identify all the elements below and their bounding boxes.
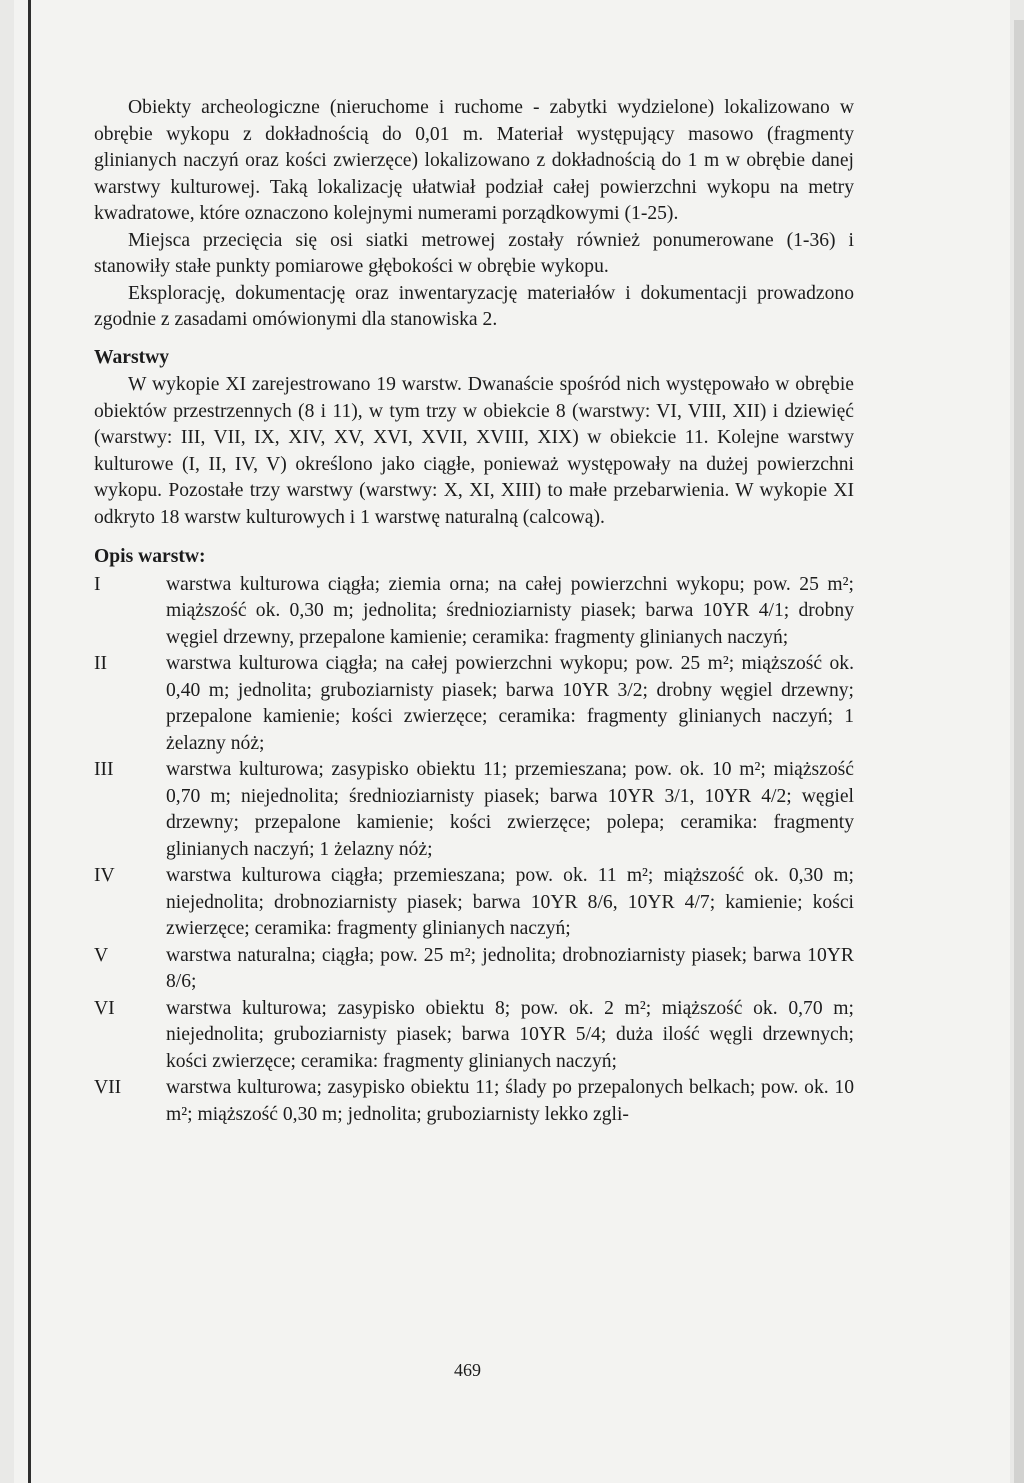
layer-description: warstwa kulturowa ciągła; ziemia orna; na całej powierzchni wykopu; pow. 25 m²; miąższość ok. 0,30 m; jednolita; średnioziarnisty piasek; barwa 10YR 4/1; drobny węgiel drzewny, przepalone kamienie; ceramika: fragmenty glinianych naczyń; <box>166 573 854 648</box>
layer-description: warstwa kulturowa ciągła; na całej powierzchni wykopu; pow. 25 m²; miąższość ok. 0,40 m; jednolita; gruboziarnisty piasek; barwa 10YR 3/2; drobny węgiel drzewny; przepalone kamienie; kości zwierzęce; ceramika: fragmenty glinianych naczyń; 1 żelazny nóż; <box>166 653 854 754</box>
section-heading-opis: Opis warstw: <box>94 546 206 567</box>
layer-number: IV <box>94 865 115 886</box>
section-heading-warstwy: Warstwy <box>94 346 170 368</box>
layer-number: I <box>94 573 101 595</box>
layer-entry <box>94 757 854 863</box>
layer-number: V <box>94 944 109 966</box>
page-body <box>94 95 854 1128</box>
page-edge-shadow <box>1014 20 1024 1483</box>
layer-entry <box>94 651 854 757</box>
binding-edge <box>28 0 31 1483</box>
layer-entry <box>94 996 854 1076</box>
intro-paragraph-3: Eksplorację, dokumentację oraz inwentaryzację materiałów i dokumentacji prowadzono zgodnie z zasadami omówionymi dla stanowiska 2. <box>94 282 854 330</box>
page-number: 469 <box>454 1360 481 1380</box>
layer-entry <box>94 1075 854 1128</box>
intro-paragraph-2: Miejsca przecięcia się osi siatki metrowej zostały również ponumerowane (1-36) i stanowiły stałe punkty pomiarowe głębokości w obrębie wykopu. <box>94 229 854 277</box>
layer-description: warstwa kulturowa ciągła; przemieszana; pow. ok. 11 m²; miąższość ok. 0,30 m; niejednolita; drobnoziarnisty piasek; barwa 10YR 8/6, 10YR 4/7; kamienie; kości zwierzęce; ceramika: fragmenty glinianych naczyń; <box>166 865 854 939</box>
warstwy-paragraph: W wykopie XI zarejestrowano 19 warstw. Dwanaście spośród nich występowało w obrębie obiektów przestrzennych (8 i 11), w tym trzy w obiekcie 8 (warstwy: VI, VIII, XII) i dziewięć (warstwy: III, VII, IX, XIV, XV, XVI, XVII, XVIII, XIX) w obiekcie 11. Kolejne warstwy kulturowe (I, II, IV, V) określono jako ciągłe, ponieważ występowały na dużej powierzchni wykopu. Pozostałe trzy warstwy (warstwy: X, XI, XIII) to małe przebarwienia. W wykopie XI odkryto 18 warstw kulturowych i 1 warstwę naturalną (calcową). <box>94 374 854 528</box>
layer-list <box>94 572 854 1129</box>
layer-description: warstwa kulturowa; zasypisko obiektu 8; pow. ok. 2 m²; miąższość ok. 0,70 m; niejednolita; gruboziarnisty piasek; barwa 10YR 5/4; duża ilość węgli drzewnych; kości zwierzęce; ceramika: fragmenty glinianych naczyń; <box>166 997 854 1072</box>
layer-number: VI <box>94 997 115 1019</box>
intro-paragraph-1: Obiekty archeologiczne (nieruchome i ruchome - zabytki wydzielone) lokalizowano w obrębie wykopu z dokładnością do 0,01 m. Materiał występujący masowo (fragmenty glinianych naczyń oraz kości zwierzęce) lokalizowano z dokładnością do 1 m w obrębie danej warstwy kulturowej. Taką lokalizację ułatwiał podział całej powierzchni wykopu na metry kwadratowe, które oznaczono kolejnymi numerami porządkowymi (1-25). <box>94 97 854 224</box>
layer-description: warstwa kulturowa; zasypisko obiektu 11; przemieszana; pow. ok. 10 m²; miąższość 0,70 m; niejednolita; średnioziarnisty piasek; barwa 10YR 3/1, 10YR 4/2; węgiel drzewny; przepalone kamienie; kości zwierzęce; polepa; ceramika: fragmenty glinianych naczyń; 1 żelazny nóż; <box>166 759 854 860</box>
layer-entry <box>94 863 854 943</box>
layer-number: II <box>94 653 108 674</box>
layer-number: VII <box>94 1077 122 1098</box>
layer-number: III <box>94 759 114 780</box>
layer-entry <box>94 572 854 652</box>
layer-description: warstwa naturalna; ciągła; pow. 25 m²; jednolita; drobnoziarnisty piasek; barwa 10YR 8/6; <box>166 944 854 992</box>
layer-description: warstwa kulturowa; zasypisko obiektu 11; ślady po przepalonych belkach; pow. ok. 10 m²; miąższość 0,30 m; jednolita; gruboziarnisty lekko zgli- <box>166 1077 854 1125</box>
layer-entry <box>94 943 854 996</box>
